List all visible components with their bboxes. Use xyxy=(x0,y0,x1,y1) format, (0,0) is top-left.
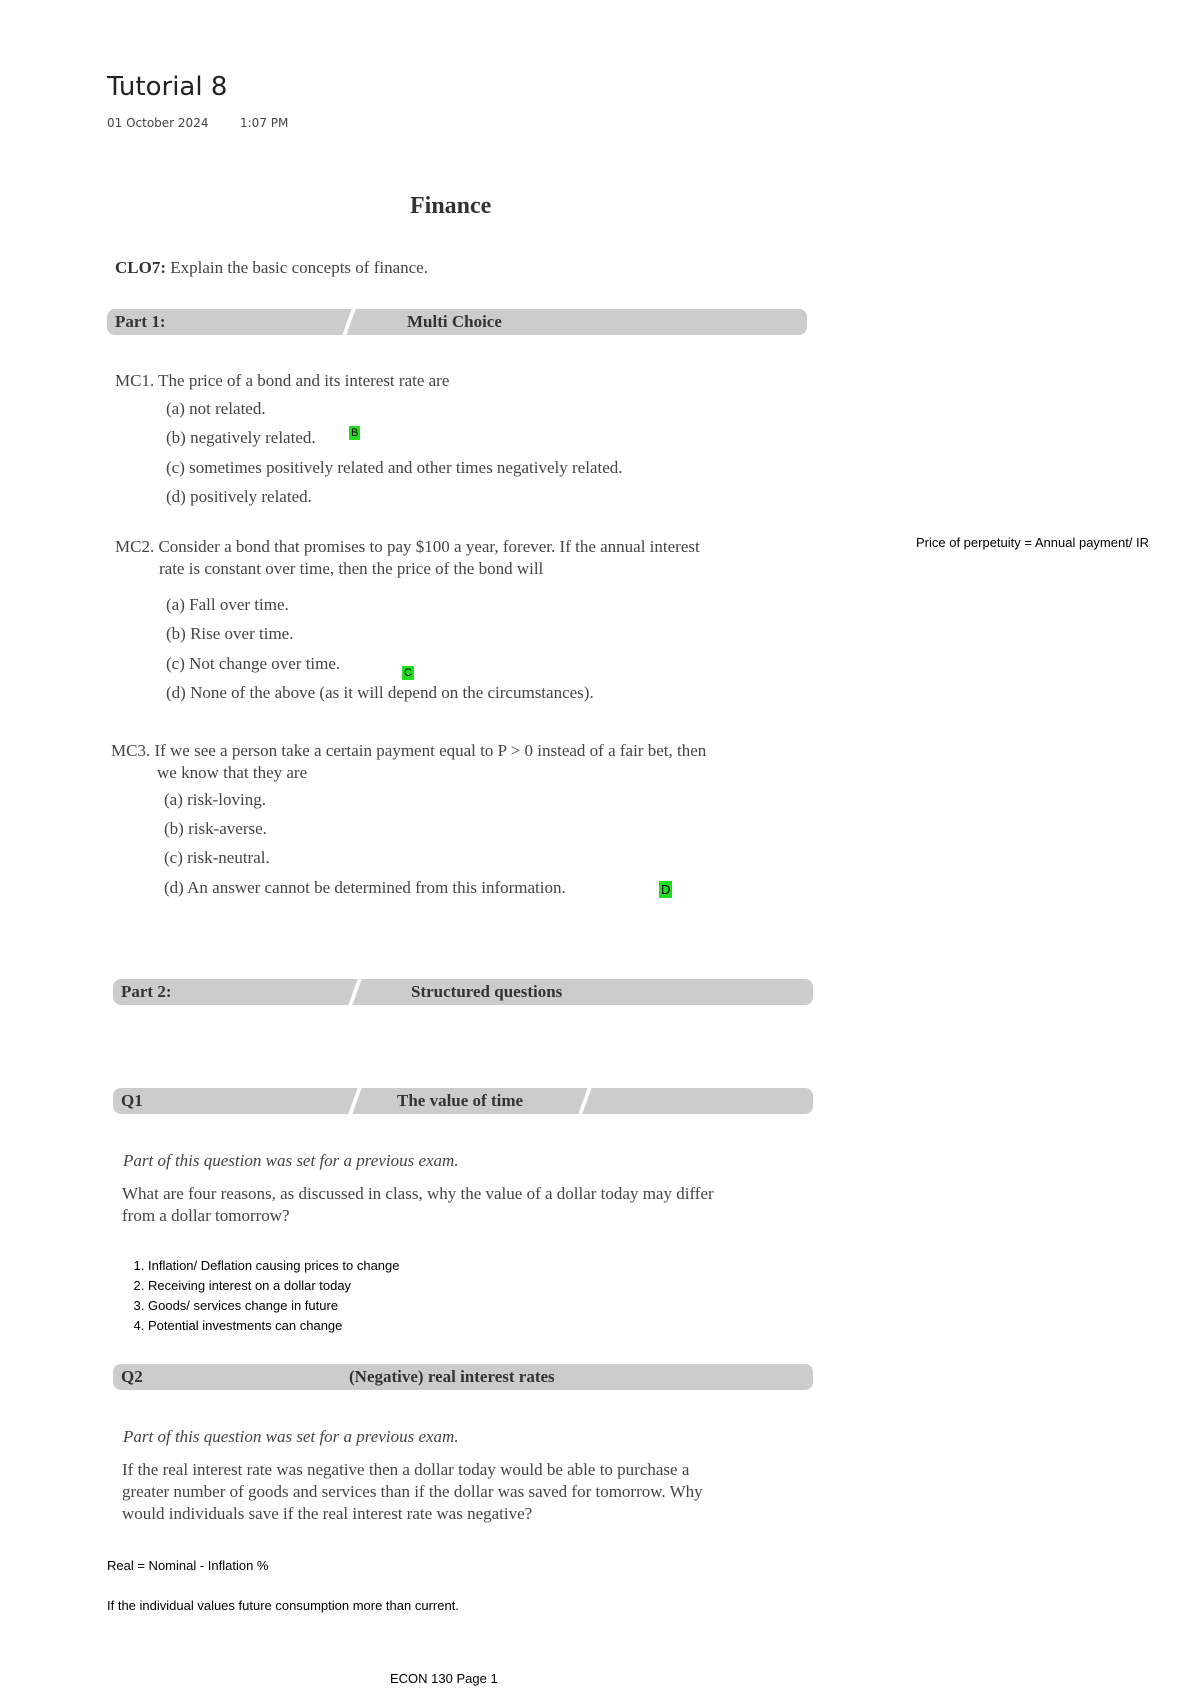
q1-banner xyxy=(113,1088,813,1114)
mc3-stem-line2: we know that they are xyxy=(157,763,308,782)
banner-divider xyxy=(342,309,355,335)
part1-label: Part 1: xyxy=(115,312,166,331)
mc3-stem-line1: MC3. If we see a person take a certain payment equal to P > 0 instead of a fair bet, then xyxy=(111,741,707,760)
mc3-answer-highlight: D xyxy=(661,882,671,897)
q2-title: (Negative) real interest rates xyxy=(349,1367,555,1386)
mc1-answer-highlight: B xyxy=(351,427,359,439)
part2-title: Structured questions xyxy=(411,982,563,1001)
part1-banner xyxy=(107,309,807,335)
mc1-stem: MC1. The price of a bond and its interest rate are xyxy=(115,371,450,390)
mc1-option-a: (a) not related. xyxy=(166,399,266,418)
mc2-stem-line2: rate is constant over time, then the price of the bond will xyxy=(159,559,544,578)
mc2-option-c: (c) Not change over time. xyxy=(166,654,341,673)
perpetuity-note: Price of perpetuity = Annual payment/ IR xyxy=(916,535,1150,550)
page-date: 01 October 2024 xyxy=(107,116,209,130)
part2-label: Part 2: xyxy=(121,982,172,1001)
q2-banner xyxy=(113,1364,813,1390)
clo-line xyxy=(115,258,428,278)
part1-title: Multi Choice xyxy=(407,312,502,331)
mc3-option-d: (d) An answer cannot be determined from this information. xyxy=(164,878,566,897)
banner-divider xyxy=(578,1088,591,1114)
page-time: 1:07 PM xyxy=(240,116,289,130)
page-footer: ECON 130 Page 1 xyxy=(390,1671,498,1686)
mc2-answer-highlight: C xyxy=(404,667,412,679)
banner-divider xyxy=(348,979,361,1005)
q2-answer-note: If the individual values future consumption more than current. xyxy=(107,1598,459,1613)
mc3-option-b: (b) risk-averse. xyxy=(164,819,267,838)
q1-text-line2: from a dollar tomorrow? xyxy=(122,1206,290,1225)
list-item: 3. Goods/ services change in future xyxy=(148,1296,400,1316)
q1-label: Q1 xyxy=(121,1091,143,1110)
list-item: 2. Receiving interest on a dollar today xyxy=(148,1276,400,1296)
mc1-option-c: (c) sometimes positively related and other times negatively related. xyxy=(166,458,623,477)
mc3-option-c: (c) risk-neutral. xyxy=(164,848,270,867)
q2-text-line3: would individuals save if the real interest rate was negative? xyxy=(122,1504,533,1523)
document-heading: Finance xyxy=(410,193,492,219)
list-item: 4. Potential investments can change xyxy=(148,1316,400,1336)
mc2-option-a: (a) Fall over time. xyxy=(166,595,289,614)
q2-label: Q2 xyxy=(121,1367,143,1386)
mc1-option-d: (d) positively related. xyxy=(166,487,312,506)
mc3-option-a: (a) risk-loving. xyxy=(164,790,266,809)
q2-text-line1: If the real interest rate was negative then a dollar today would be able to purchase a xyxy=(122,1460,690,1479)
mc2-option-b: (b) Rise over time. xyxy=(166,624,294,643)
clo-label: CLO7: xyxy=(115,258,166,277)
page-title: Tutorial 8 xyxy=(107,72,228,102)
q2-exam-note: Part of this question was set for a previous exam. xyxy=(123,1427,459,1446)
banner-divider xyxy=(348,1088,361,1114)
mc1-option-b: (b) negatively related. xyxy=(166,428,316,447)
real-rate-formula: Real = Nominal - Inflation % xyxy=(107,1558,269,1573)
mc2-option-d: (d) None of the above (as it will depend on the circumstances). xyxy=(166,683,594,702)
list-item: 1. Inflation/ Deflation causing prices to change xyxy=(148,1256,400,1276)
q1-exam-note: Part of this question was set for a previous exam. xyxy=(123,1151,459,1170)
part2-banner xyxy=(113,979,813,1005)
q1-answer-list xyxy=(123,1256,400,1336)
q1-text-line1: What are four reasons, as discussed in class, why the value of a dollar today may differ xyxy=(122,1184,714,1203)
mc2-stem-line1: MC2. Consider a bond that promises to pay $100 a year, forever. If the annual interest xyxy=(115,537,700,556)
q2-text-line2: greater number of goods and services than if the dollar was saved for tomorrow. Why xyxy=(122,1482,703,1501)
clo-text: Explain the basic concepts of finance. xyxy=(166,258,428,277)
q1-title: The value of time xyxy=(397,1091,524,1110)
